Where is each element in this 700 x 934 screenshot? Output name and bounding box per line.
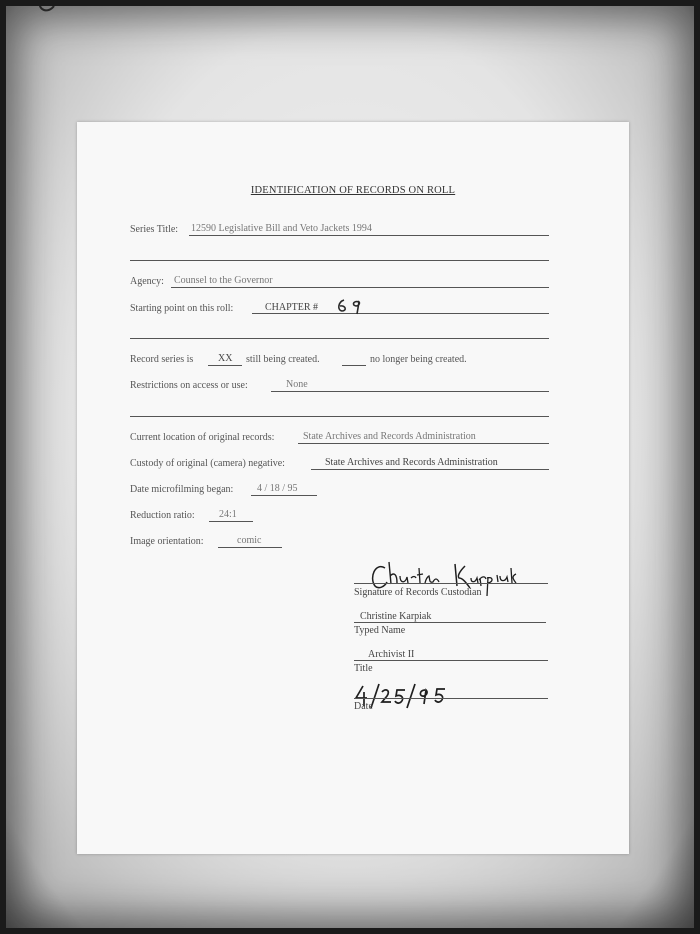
no-longer-rule: [342, 365, 366, 366]
custody-rule: [311, 469, 549, 470]
date-began-label: Date microfilming began:: [130, 484, 234, 495]
date-caption: Date: [354, 701, 373, 712]
handwritten-chapter-number: [335, 296, 365, 316]
no-longer-text: no longer being created.: [370, 354, 467, 365]
reduction-ratio-value: 24:1: [219, 509, 237, 520]
title-rule: [354, 660, 548, 661]
signature-caption: Signature of Records Custodian: [354, 587, 482, 598]
title-value: Archivist II: [368, 649, 415, 660]
still-created-mark: XX: [218, 353, 233, 364]
reduction-ratio-label: Reduction ratio:: [130, 510, 195, 521]
restrictions-rule: [271, 391, 549, 392]
pen-mark: [36, 0, 66, 14]
date-began-rule: [251, 495, 317, 496]
restrictions-rule-2: [130, 416, 549, 417]
form-title: IDENTIFICATION OF RECORDS ON ROLL: [250, 185, 456, 196]
still-created-rule: [208, 365, 242, 366]
agency-label: Agency:: [130, 276, 164, 287]
records-form-sheet: [77, 122, 629, 854]
typed-name-rule: [354, 622, 546, 623]
series-title-rule-2: [130, 260, 549, 261]
date-rule: [354, 698, 548, 699]
image-orientation-label: Image orientation:: [130, 536, 204, 547]
agency-value: Counsel to the Governor: [174, 275, 273, 286]
reduction-ratio-rule: [209, 521, 253, 522]
typed-name-caption: Typed Name: [354, 625, 406, 636]
series-title-rule: [189, 235, 549, 236]
restrictions-value: None: [286, 379, 308, 390]
current-location-value: State Archives and Records Administration: [303, 431, 476, 442]
image-orientation-rule: [218, 547, 282, 548]
still-created-text: still being created.: [246, 354, 320, 365]
starting-point-label: Starting point on this roll:: [130, 303, 234, 314]
series-title-label: Series Title:: [130, 224, 179, 235]
chapter-value: CHAPTER #: [265, 302, 319, 313]
date-began-value: 4 / 18 / 95: [257, 483, 298, 494]
starting-point-rule: [252, 313, 549, 314]
image-orientation-value: comic: [237, 535, 262, 546]
title-caption: Title: [354, 663, 373, 674]
starting-point-rule-2: [130, 338, 549, 339]
current-location-rule: [298, 443, 549, 444]
current-location-label: Current location of original records:: [130, 432, 275, 443]
typed-name-value: Christine Karpiak: [360, 611, 432, 622]
signature-rule: [354, 583, 548, 584]
agency-rule: [171, 287, 549, 288]
custody-label: Custody of original (camera) negative:: [130, 458, 285, 469]
series-title-value: 12590 Legislative Bill and Veto Jackets 1994: [191, 223, 372, 234]
restrictions-label: Restrictions on access or use:: [130, 380, 248, 391]
record-series-label: Record series is: [130, 354, 194, 365]
custody-value: State Archives and Records Administration: [325, 457, 498, 468]
